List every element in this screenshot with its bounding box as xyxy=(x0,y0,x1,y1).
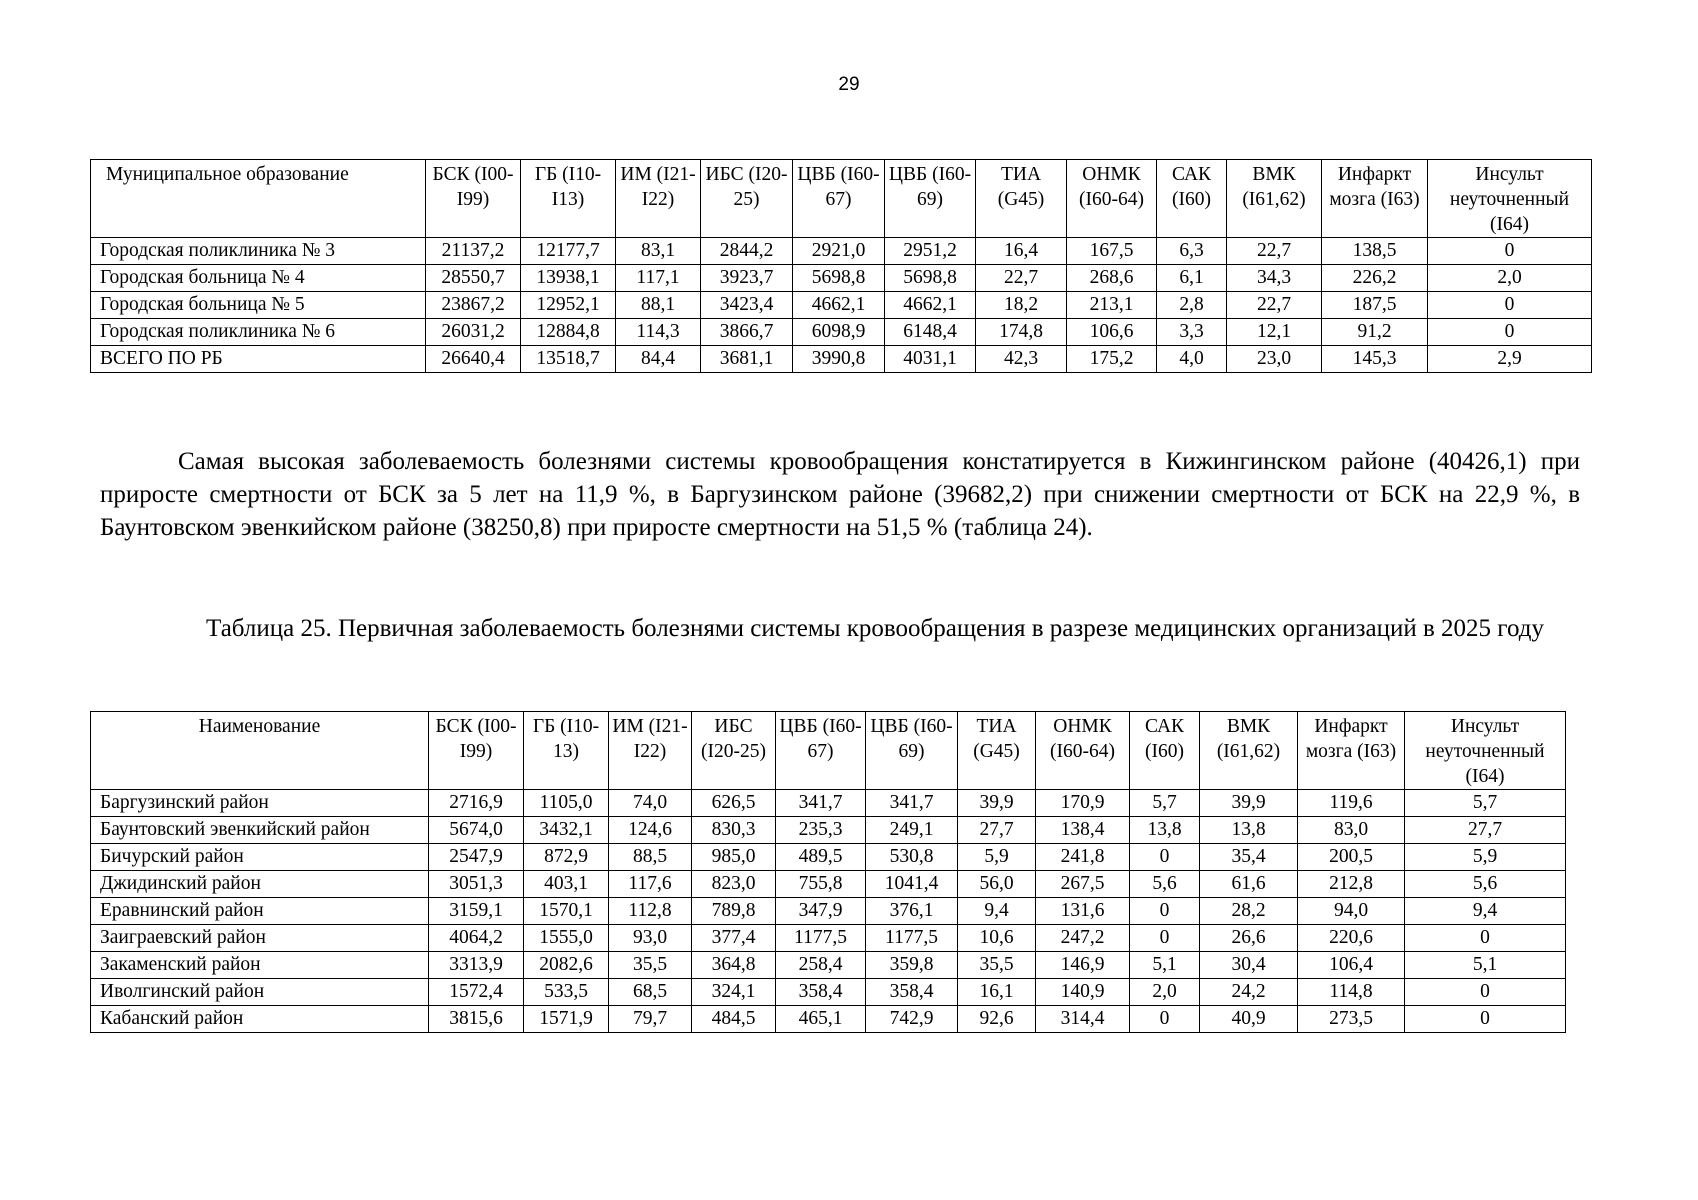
value-cell: 830,3 xyxy=(692,817,776,844)
value-cell: 2,8 xyxy=(1157,292,1227,319)
value-cell: 27,7 xyxy=(1405,817,1566,844)
value-cell: 145,3 xyxy=(1322,346,1428,373)
value-cell: 140,9 xyxy=(1036,979,1130,1006)
table-row xyxy=(91,292,1592,319)
value-cell: 484,5 xyxy=(692,1006,776,1033)
column-header: ИБС (I20-25) xyxy=(692,712,776,790)
row-name-cell: Баргузинский район xyxy=(91,790,429,817)
column-header: ГБ (I10-I13) xyxy=(521,160,616,238)
value-cell: 2,9 xyxy=(1428,346,1592,373)
value-cell: 1177,5 xyxy=(866,925,958,952)
value-cell: 2,0 xyxy=(1428,265,1592,292)
value-cell: 106,6 xyxy=(1067,319,1157,346)
value-cell: 1572,4 xyxy=(429,979,524,1006)
column-header: ТИА (G45) xyxy=(958,712,1036,790)
value-cell: 94,0 xyxy=(1298,898,1405,925)
value-cell: 0 xyxy=(1428,319,1592,346)
value-cell: 3923,7 xyxy=(701,265,793,292)
value-cell: 39,9 xyxy=(958,790,1036,817)
value-cell: 872,9 xyxy=(524,844,609,871)
row-name-cell: Закаменский район xyxy=(91,952,429,979)
page-number: 29 xyxy=(838,74,860,95)
value-cell: 22,7 xyxy=(976,265,1067,292)
value-cell: 0 xyxy=(1428,238,1592,265)
value-cell: 823,0 xyxy=(692,871,776,898)
value-cell: 93,0 xyxy=(609,925,692,952)
value-cell: 88,5 xyxy=(609,844,692,871)
value-cell: 314,4 xyxy=(1036,1006,1130,1033)
column-header: ЦВБ (I60-67) xyxy=(776,712,866,790)
value-cell: 146,9 xyxy=(1036,952,1130,979)
value-cell: 175,2 xyxy=(1067,346,1157,373)
value-cell: 5,9 xyxy=(1405,844,1566,871)
value-cell: 1105,0 xyxy=(524,790,609,817)
value-cell: 22,7 xyxy=(1227,238,1322,265)
table-row xyxy=(91,979,1566,1006)
value-cell: 12884,8 xyxy=(521,319,616,346)
value-cell: 6148,4 xyxy=(885,319,976,346)
column-header: Инсульт неуточненный (I64) xyxy=(1428,160,1592,238)
value-cell: 114,8 xyxy=(1298,979,1405,1006)
value-cell: 226,2 xyxy=(1322,265,1428,292)
table-row xyxy=(91,898,1566,925)
value-cell: 4662,1 xyxy=(885,292,976,319)
value-cell: 22,7 xyxy=(1227,292,1322,319)
value-cell: 2547,9 xyxy=(429,844,524,871)
value-cell: 403,1 xyxy=(524,871,609,898)
value-cell: 13,8 xyxy=(1200,817,1298,844)
value-cell: 138,5 xyxy=(1322,238,1428,265)
row-name-cell: Заиграевский район xyxy=(91,925,429,952)
value-cell: 258,4 xyxy=(776,952,866,979)
value-cell: 35,4 xyxy=(1200,844,1298,871)
value-cell: 74,0 xyxy=(609,790,692,817)
value-cell: 117,1 xyxy=(616,265,701,292)
value-cell: 83,1 xyxy=(616,238,701,265)
value-cell: 3990,8 xyxy=(793,346,885,373)
value-cell: 28550,7 xyxy=(426,265,521,292)
value-cell: 28,2 xyxy=(1200,898,1298,925)
value-cell: 30,4 xyxy=(1200,952,1298,979)
value-cell: 138,4 xyxy=(1036,817,1130,844)
column-header: ОНМК (I60-64) xyxy=(1036,712,1130,790)
value-cell: 533,5 xyxy=(524,979,609,1006)
column-header: САК (I60) xyxy=(1130,712,1200,790)
value-cell: 117,6 xyxy=(609,871,692,898)
row-name-cell: ВСЕГО ПО РБ xyxy=(91,346,426,373)
column-header: ЦВБ (I60-67) xyxy=(793,160,885,238)
value-cell: 26,6 xyxy=(1200,925,1298,952)
value-cell: 6098,9 xyxy=(793,319,885,346)
table-row xyxy=(91,844,1566,871)
value-cell: 167,5 xyxy=(1067,238,1157,265)
value-cell: 3432,1 xyxy=(524,817,609,844)
value-cell: 83,0 xyxy=(1298,817,1405,844)
value-cell: 124,6 xyxy=(609,817,692,844)
value-cell: 114,3 xyxy=(616,319,701,346)
value-cell: 3681,1 xyxy=(701,346,793,373)
value-cell: 35,5 xyxy=(958,952,1036,979)
value-cell: 376,1 xyxy=(866,898,958,925)
value-cell: 755,8 xyxy=(776,871,866,898)
value-cell: 6,3 xyxy=(1157,238,1227,265)
value-cell: 5,9 xyxy=(958,844,1036,871)
value-cell: 61,6 xyxy=(1200,871,1298,898)
value-cell: 12177,7 xyxy=(521,238,616,265)
value-cell: 6,1 xyxy=(1157,265,1227,292)
value-cell: 170,9 xyxy=(1036,790,1130,817)
value-cell: 359,8 xyxy=(866,952,958,979)
value-cell: 119,6 xyxy=(1298,790,1405,817)
value-cell: 341,7 xyxy=(866,790,958,817)
value-cell: 40,9 xyxy=(1200,1006,1298,1033)
value-cell: 13518,7 xyxy=(521,346,616,373)
table-row xyxy=(91,952,1566,979)
table-caption: Таблица 25. Первичная заболеваемость болезнями системы кровообращения в разрезе медицинских организаций в 2025 году xyxy=(206,615,1544,642)
value-cell: 39,9 xyxy=(1200,790,1298,817)
value-cell: 187,5 xyxy=(1322,292,1428,319)
value-cell: 68,5 xyxy=(609,979,692,1006)
value-cell: 26640,4 xyxy=(426,346,521,373)
value-cell: 985,0 xyxy=(692,844,776,871)
table-row xyxy=(91,265,1592,292)
value-cell: 27,7 xyxy=(958,817,1036,844)
value-cell: 2951,2 xyxy=(885,238,976,265)
value-cell: 23867,2 xyxy=(426,292,521,319)
value-cell: 9,4 xyxy=(1405,898,1566,925)
value-cell: 5,7 xyxy=(1130,790,1200,817)
value-cell: 35,5 xyxy=(609,952,692,979)
column-header: ОНМК (I60-64) xyxy=(1067,160,1157,238)
value-cell: 3313,9 xyxy=(429,952,524,979)
value-cell: 0 xyxy=(1405,1006,1566,1033)
row-name-cell: Городская больница № 4 xyxy=(91,265,426,292)
column-header-name: Муниципальное образование xyxy=(91,160,426,238)
table-district-incidence xyxy=(90,711,1566,1033)
value-cell: 273,5 xyxy=(1298,1006,1405,1033)
row-name-cell: Кабанский район xyxy=(91,1006,429,1033)
column-header: ИБС (I20-25) xyxy=(701,160,793,238)
column-header: Инсульт неуточненный (I64) xyxy=(1405,712,1566,790)
row-name-cell: Бичурский район xyxy=(91,844,429,871)
value-cell: 56,0 xyxy=(958,871,1036,898)
value-cell: 212,8 xyxy=(1298,871,1405,898)
column-header-name: Наименование xyxy=(91,712,429,790)
value-cell: 3159,1 xyxy=(429,898,524,925)
row-name-cell: Городская поликлиника № 6 xyxy=(91,319,426,346)
row-name-cell: Городская поликлиника № 3 xyxy=(91,238,426,265)
value-cell: 5,1 xyxy=(1405,952,1566,979)
table-row xyxy=(91,346,1592,373)
value-cell: 377,4 xyxy=(692,925,776,952)
value-cell: 341,7 xyxy=(776,790,866,817)
value-cell: 364,8 xyxy=(692,952,776,979)
value-cell: 9,4 xyxy=(958,898,1036,925)
value-cell: 0 xyxy=(1428,292,1592,319)
value-cell: 200,5 xyxy=(1298,844,1405,871)
value-cell: 235,3 xyxy=(776,817,866,844)
column-header: ТИА (G45) xyxy=(976,160,1067,238)
value-cell: 789,8 xyxy=(692,898,776,925)
row-name-cell: Иволгинский район xyxy=(91,979,429,1006)
value-cell: 626,5 xyxy=(692,790,776,817)
value-cell: 91,2 xyxy=(1322,319,1428,346)
value-cell: 489,5 xyxy=(776,844,866,871)
value-cell: 5,6 xyxy=(1405,871,1566,898)
value-cell: 2844,2 xyxy=(701,238,793,265)
value-cell: 1555,0 xyxy=(524,925,609,952)
value-cell: 268,6 xyxy=(1067,265,1157,292)
value-cell: 465,1 xyxy=(776,1006,866,1033)
column-header: ЦВБ (I60-69) xyxy=(866,712,958,790)
value-cell: 2,0 xyxy=(1130,979,1200,1006)
value-cell: 12952,1 xyxy=(521,292,616,319)
row-name-cell: Джидинский район xyxy=(91,871,429,898)
value-cell: 358,4 xyxy=(776,979,866,1006)
column-header: БСК (I00-I99) xyxy=(429,712,524,790)
value-cell: 5674,0 xyxy=(429,817,524,844)
value-cell: 347,9 xyxy=(776,898,866,925)
column-header: БСК (I00-I99) xyxy=(426,160,521,238)
value-cell: 13,8 xyxy=(1130,817,1200,844)
value-cell: 5698,8 xyxy=(885,265,976,292)
value-cell: 13938,1 xyxy=(521,265,616,292)
value-cell: 18,2 xyxy=(976,292,1067,319)
column-header: ЦВБ (I60-69) xyxy=(885,160,976,238)
value-cell: 0 xyxy=(1405,925,1566,952)
value-cell: 267,5 xyxy=(1036,871,1130,898)
value-cell: 4031,1 xyxy=(885,346,976,373)
value-cell: 2921,0 xyxy=(793,238,885,265)
table-row xyxy=(91,817,1566,844)
value-cell: 174,8 xyxy=(976,319,1067,346)
value-cell: 4662,1 xyxy=(793,292,885,319)
value-cell: 3,3 xyxy=(1157,319,1227,346)
table-municipal-incidence xyxy=(90,159,1592,373)
value-cell: 12,1 xyxy=(1227,319,1322,346)
column-header: ВМК (I61,62) xyxy=(1227,160,1322,238)
column-header: ГБ (I10-13) xyxy=(524,712,609,790)
table-row xyxy=(91,790,1566,817)
value-cell: 5,1 xyxy=(1130,952,1200,979)
value-cell: 5698,8 xyxy=(793,265,885,292)
table-row xyxy=(91,319,1592,346)
table-row xyxy=(91,871,1566,898)
value-cell: 0 xyxy=(1130,1006,1200,1033)
value-cell: 3866,7 xyxy=(701,319,793,346)
value-cell: 324,1 xyxy=(692,979,776,1006)
value-cell: 2082,6 xyxy=(524,952,609,979)
value-cell: 247,2 xyxy=(1036,925,1130,952)
value-cell: 213,1 xyxy=(1067,292,1157,319)
table-header-row xyxy=(91,160,1592,238)
body-paragraph: Самая высокая заболеваемость болезнями системы кровообращения констатируется в Кижингинском районе (40426,1) при приросте смертности от БСК за 5 лет на 11,9 %, в Баргузинском районе (39682,2) при снижении смертности от БСК на 22,9 %, в Баунтовском эвенкийском районе (38250,8) при приросте смертности на 51,5 % (таблица 24). xyxy=(100,448,1580,541)
column-header: Инфаркт мозга (I63) xyxy=(1298,712,1405,790)
value-cell: 249,1 xyxy=(866,817,958,844)
table-header-row xyxy=(91,712,1566,790)
table-row xyxy=(91,1006,1566,1033)
value-cell: 21137,2 xyxy=(426,238,521,265)
column-header: ИМ (I21-I22) xyxy=(616,160,701,238)
value-cell: 79,7 xyxy=(609,1006,692,1033)
value-cell: 5,6 xyxy=(1130,871,1200,898)
value-cell: 0 xyxy=(1130,925,1200,952)
value-cell: 106,4 xyxy=(1298,952,1405,979)
value-cell: 23,0 xyxy=(1227,346,1322,373)
row-name-cell: Городская больница № 5 xyxy=(91,292,426,319)
value-cell: 358,4 xyxy=(866,979,958,1006)
value-cell: 3423,4 xyxy=(701,292,793,319)
value-cell: 3815,6 xyxy=(429,1006,524,1033)
value-cell: 1177,5 xyxy=(776,925,866,952)
value-cell: 0 xyxy=(1130,844,1200,871)
value-cell: 220,6 xyxy=(1298,925,1405,952)
value-cell: 4064,2 xyxy=(429,925,524,952)
value-cell: 1571,9 xyxy=(524,1006,609,1033)
value-cell: 112,8 xyxy=(609,898,692,925)
value-cell: 92,6 xyxy=(958,1006,1036,1033)
value-cell: 88,1 xyxy=(616,292,701,319)
value-cell: 1570,1 xyxy=(524,898,609,925)
column-header: САК (I60) xyxy=(1157,160,1227,238)
value-cell: 3051,3 xyxy=(429,871,524,898)
value-cell: 0 xyxy=(1130,898,1200,925)
value-cell: 2716,9 xyxy=(429,790,524,817)
value-cell: 131,6 xyxy=(1036,898,1130,925)
table-row xyxy=(91,925,1566,952)
value-cell: 1041,4 xyxy=(866,871,958,898)
value-cell: 24,2 xyxy=(1200,979,1298,1006)
value-cell: 241,8 xyxy=(1036,844,1130,871)
value-cell: 84,4 xyxy=(616,346,701,373)
value-cell: 0 xyxy=(1405,979,1566,1006)
row-name-cell: Баунтовский эвенкийский район xyxy=(91,817,429,844)
value-cell: 26031,2 xyxy=(426,319,521,346)
column-header: ИМ (I21-I22) xyxy=(609,712,692,790)
column-header: ВМК (I61,62) xyxy=(1200,712,1298,790)
value-cell: 742,9 xyxy=(866,1006,958,1033)
value-cell: 10,6 xyxy=(958,925,1036,952)
table-row xyxy=(91,238,1592,265)
value-cell: 16,4 xyxy=(976,238,1067,265)
value-cell: 5,7 xyxy=(1405,790,1566,817)
value-cell: 34,3 xyxy=(1227,265,1322,292)
value-cell: 4,0 xyxy=(1157,346,1227,373)
row-name-cell: Еравнинский район xyxy=(91,898,429,925)
column-header: Инфаркт мозга (I63) xyxy=(1322,160,1428,238)
value-cell: 42,3 xyxy=(976,346,1067,373)
value-cell: 530,8 xyxy=(866,844,958,871)
value-cell: 16,1 xyxy=(958,979,1036,1006)
